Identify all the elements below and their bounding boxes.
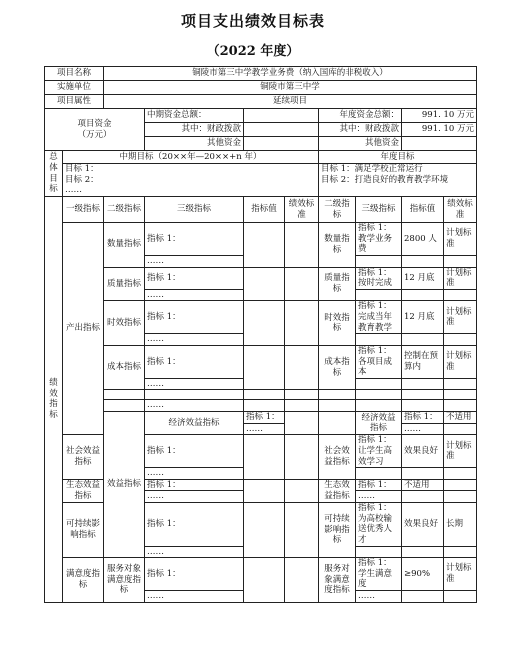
timeliness-year-label: 时效指标: [319, 301, 356, 346]
quantity-mid-standard: [285, 223, 319, 268]
service-year-standard: 计划标准: [444, 558, 477, 591]
cost-year-standard: 计划标准: [444, 345, 477, 378]
project-name-row: [45, 67, 477, 81]
quantity-year-indicator: 指标 1：教学业务费: [356, 223, 402, 256]
output-mid-more: ……: [145, 400, 244, 412]
col-value-mid: 指标值: [244, 197, 285, 223]
table-row: [45, 400, 477, 412]
ecological-mid-indicator: 指标 1：: [145, 479, 244, 491]
col-l2-mid: 二级指标: [104, 197, 145, 223]
funds-label-line2: （万元）: [77, 129, 112, 140]
satisfaction-label: 满意度指标: [63, 558, 104, 603]
project-name-label: 项目名称: [45, 67, 104, 81]
economic-mid-more: ……: [244, 423, 285, 435]
quality-year-label: 质量指标: [319, 267, 356, 301]
attr-row: [45, 95, 477, 109]
sustainable-mid-more: ……: [145, 546, 244, 558]
year-other-label: 其他资金: [319, 137, 402, 151]
quantity-year-more: [356, 255, 402, 267]
economic-label: 经济效益指标: [145, 412, 244, 435]
page-title: 项目支出绩效目标表: [180, 12, 325, 30]
sustainable-year-label: 可持续影响指标: [319, 503, 356, 558]
mid-fiscal-value: [244, 123, 319, 137]
mid-other-value: [244, 137, 319, 151]
table-row: [45, 558, 477, 591]
unit-value: 铜陵市第三中学: [104, 81, 477, 95]
cost-year-indicator: 指标 1：各项目成本: [356, 345, 402, 378]
service-label: 服务对象满意度指标: [104, 558, 145, 603]
col-standard-year: 绩效标准: [444, 197, 477, 223]
timeliness-year-standard: 计划标准: [444, 301, 477, 334]
mid-total-label: 中期资金总额：: [145, 109, 244, 123]
economic-year-indicator: 指标 1：: [402, 412, 444, 424]
funds-total-row: [45, 109, 477, 123]
quality-year-indicator: 指标 1：按时完成: [356, 267, 402, 289]
col-value-year: 指标值: [402, 197, 444, 223]
indicators-label: 绩效指标: [45, 197, 63, 603]
mid-total-value: [244, 109, 319, 123]
mid-goal-more: ……: [65, 185, 82, 196]
economic-year-value: 不适用: [444, 412, 477, 424]
quantity-year-label: 数量指标: [319, 223, 356, 268]
year-total-label: 年度资金总额：: [319, 109, 402, 123]
timeliness-mid-indicator: 指标 1：: [145, 301, 244, 334]
quantity-mid-more: ……: [145, 255, 244, 267]
table-row: [45, 412, 477, 424]
ecological-year-more: ……: [356, 491, 402, 503]
sustainable-year-value: 效果良好: [402, 503, 444, 547]
performance-target-table: [44, 66, 477, 603]
service-year-label: 服务对象满意度指标: [319, 558, 356, 603]
quantity-mid-indicator: 指标 1：: [145, 223, 244, 256]
mid-fiscal-label: 其中：财政拨款: [145, 123, 244, 137]
social-mid-indicator: 指标 1：: [145, 435, 244, 468]
social-mid-more: ……: [145, 468, 244, 480]
quantity-label: 数量指标: [104, 223, 145, 268]
quality-label: 质量指标: [104, 267, 145, 301]
ecological-label: 生态效益指标: [63, 479, 104, 502]
col-l2-year: 二级指标: [319, 197, 356, 223]
timeliness-year-value: 12 月底: [402, 301, 444, 334]
ecological-year-value: 不适用: [402, 479, 444, 491]
col-l1-mid: 一级指标: [63, 197, 104, 223]
indicators-header-row: [45, 197, 477, 223]
mid-other-label: 其他资金: [145, 137, 244, 151]
year-goal-2: 目标 2：打造良好的教育教学环境: [321, 174, 449, 185]
social-year-standard: 计划标准: [444, 435, 477, 468]
funds-label: [45, 109, 145, 151]
project-name-value: 铜陵市第三中学教学业务费（纳入国库的非税收入）: [104, 67, 477, 81]
quality-mid-more: ……: [145, 289, 244, 301]
funds-label-line1: 项目资金: [77, 118, 112, 129]
economic-year-more: ……: [402, 423, 444, 435]
quantity-mid-value: [244, 223, 285, 268]
service-year-more: ……: [356, 591, 402, 603]
service-year-value: ≥90%: [402, 558, 444, 591]
mid-goal-content: [63, 164, 319, 197]
sustainable-year-standard: 长期: [444, 503, 477, 547]
mid-goal-1: 目标 1：: [65, 164, 99, 174]
cost-year-value: 控制在预算内: [402, 345, 444, 378]
mid-goal-2: 目标 2：: [65, 174, 99, 185]
year-fiscal-label: 其中：财政拨款: [319, 123, 402, 137]
output-label: 产出指标: [63, 223, 104, 435]
col-l3-year: 三级指标: [356, 197, 402, 223]
ecological-year-indicator: 指标 1：: [356, 479, 402, 491]
benefit-label: 效益指标: [104, 412, 145, 558]
quantity-year-standard: 计划标准: [444, 223, 477, 256]
col-l3-mid: 三级指标: [145, 197, 244, 223]
cost-label: 成本指标: [104, 345, 145, 390]
sustainable-mid-indicator: 指标 1：: [145, 503, 244, 547]
attr-value: 延续项目: [104, 95, 477, 109]
cost-year-label: 成本指标: [319, 345, 356, 390]
year-total-value: 991. 10 万元: [402, 109, 477, 123]
quality-year-standard: 计划标准: [444, 267, 477, 289]
table-row: [45, 345, 477, 378]
table-row: [45, 223, 477, 256]
table-row: [45, 301, 477, 334]
mid-goal-header: 中期目标（20××年—20××+n 年）: [63, 151, 319, 164]
timeliness-year-indicator: 指标 1：完成当年教育教学: [356, 301, 402, 334]
ecological-year-label: 生态效益指标: [319, 479, 356, 502]
social-year-value: 效果良好: [402, 435, 444, 468]
ecological-mid-more: ……: [145, 491, 244, 503]
col-standard-mid: 绩效标准: [285, 197, 319, 223]
economic-year-label: 经济效益指标: [356, 412, 402, 435]
year-other-value: [402, 137, 477, 151]
ecological-year-standard: [444, 479, 477, 491]
year-goal-1: 目标 1：满足学校正常运行: [321, 164, 423, 174]
social-year-indicator: 指标 1：让学生高效学习: [356, 435, 402, 468]
page-year: （2022 年度）: [206, 44, 300, 59]
sustainable-label: 可持续影响指标: [63, 503, 104, 558]
quantity-year-value: 2800 人: [402, 223, 444, 256]
sustainable-year-indicator: 指标 1：为高校输送优秀人才: [356, 503, 402, 547]
cost-mid-more: ……: [145, 378, 244, 390]
unit-row: [45, 81, 477, 95]
year-fiscal-value: 991. 10 万元: [402, 123, 477, 137]
economic-mid-indicator: 指标 1：: [244, 412, 285, 424]
year-goal-header: 年度目标: [319, 151, 477, 164]
service-mid-indicator: 指标 1：: [145, 558, 244, 591]
service-year-indicator: 指标 1：学生满意度: [356, 558, 402, 591]
goals-label: 总体目标: [45, 151, 63, 197]
table-row: [45, 390, 477, 400]
year-goal-content: [319, 164, 477, 197]
goals-header-row: [45, 151, 477, 164]
timeliness-mid-more: ……: [145, 334, 244, 346]
attr-label: 项目属性: [45, 95, 104, 109]
social-label: 社会效益指标: [63, 435, 104, 480]
social-year-label: 社会效益指标: [319, 435, 356, 480]
table-row: [45, 267, 477, 289]
unit-label: 实施单位: [45, 81, 104, 95]
goals-content-row: [45, 164, 477, 197]
quality-year-value: 12 月底: [402, 267, 444, 289]
cost-mid-indicator: 指标 1：: [145, 345, 244, 378]
quality-mid-indicator: 指标 1：: [145, 267, 244, 289]
timeliness-label: 时效指标: [104, 301, 145, 346]
service-mid-more: ……: [145, 591, 244, 603]
